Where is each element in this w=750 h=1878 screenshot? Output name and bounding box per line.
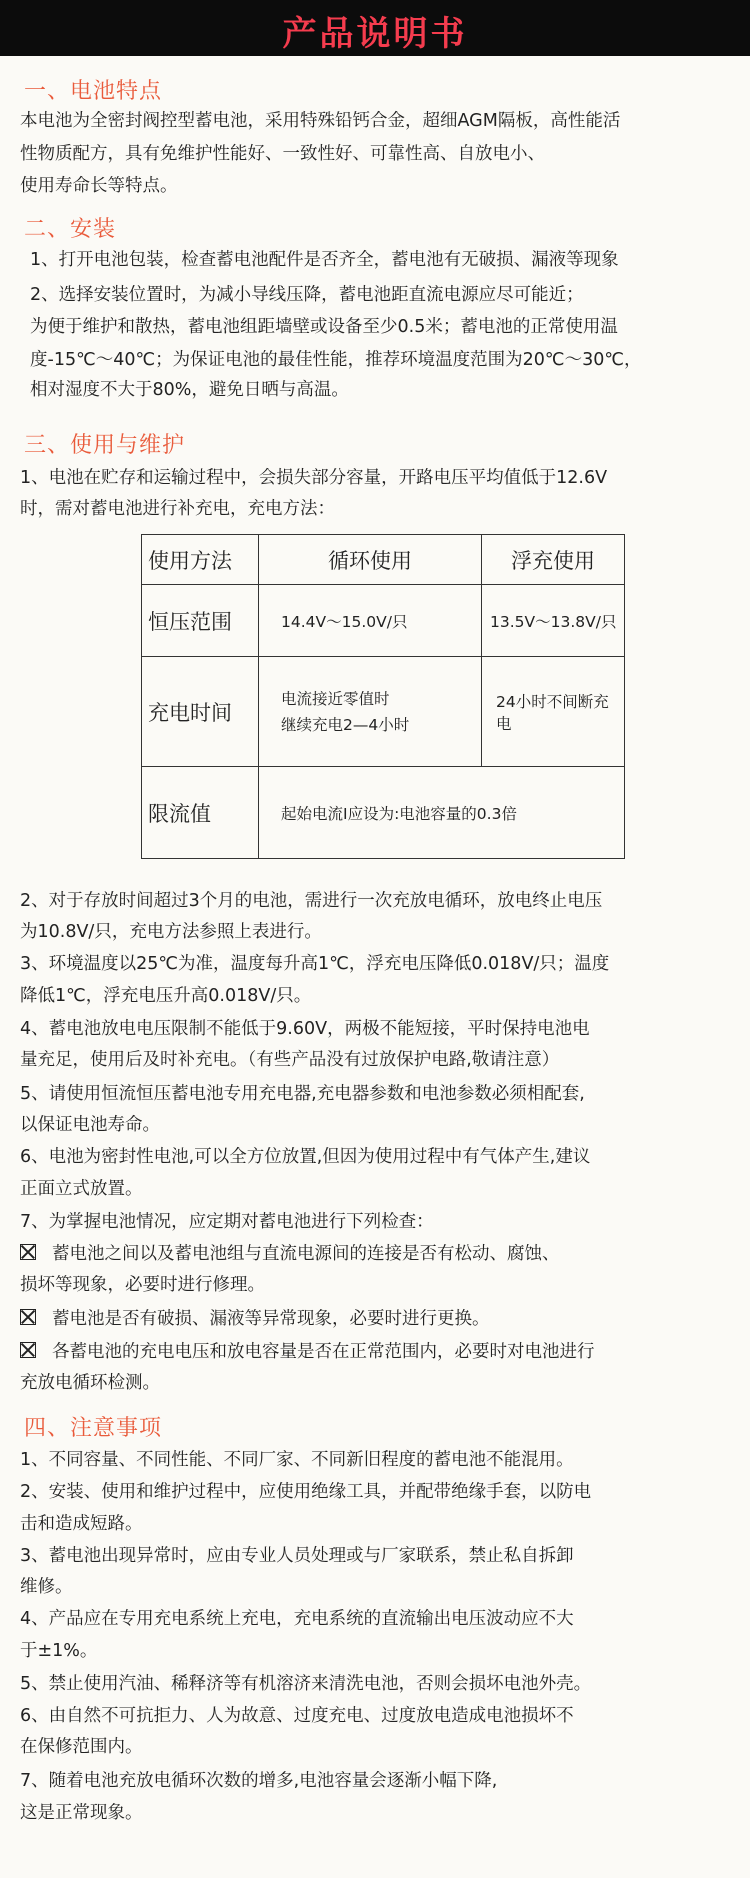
charging-spec-table [141, 534, 625, 859]
check-item [20, 1240, 560, 1265]
check-item [20, 1338, 595, 1363]
usage-line: 以保证电池寿命。 [20, 1115, 160, 1135]
section-title-usage: 三、使用与维护 [24, 433, 186, 458]
table-header-row [142, 535, 625, 585]
time-float-value: 24小时不间断充电 [482, 657, 625, 767]
usage-line: 降低1℃，浮充电压升高0.018V/只。 [20, 986, 312, 1006]
features-line: 本电池为全密封阀控型蓄电池，采用特殊铅钙合金，超细AGM隔板，高性能活 [20, 111, 621, 131]
voltage-cycle-value: 14.4V～15.0V/只 [259, 585, 482, 657]
time-cycle-cell [259, 657, 482, 767]
checkbox-x-icon [20, 1244, 36, 1260]
limit-value: 起始电流I应设为:电池容量的0.3倍 [259, 767, 625, 859]
table-row [142, 767, 625, 859]
table-row [142, 585, 625, 657]
notes-line: 2、安装、使用和维护过程中，应使用绝缘工具，并配带绝缘手套，以防电 [20, 1482, 592, 1502]
notes-line: 击和造成短路。 [20, 1514, 143, 1534]
row-label-limit: 限流值 [142, 767, 259, 859]
features-line: 性物质配方，具有免维护性能好、一致性好、可靠性高、自放电小、 [20, 144, 545, 164]
table-header-cell: 循环使用 [259, 535, 482, 585]
usage-line: 量充足，使用后及时补充电。（有些产品没有过放保护电路,敬请注意） [20, 1050, 560, 1070]
check-item [20, 1305, 490, 1330]
usage-intro-line: 1、电池在贮存和运输过程中，会损失部分容量，开路电压平均值低于12.6V [20, 468, 608, 488]
usage-line: 5、请使用恒流恒压蓄电池专用充电器,充电器参数和电池参数必须相配套, [20, 1084, 585, 1104]
notes-line: 7、随着电池充放电循环次数的增多,电池容量会逐渐小幅下降, [20, 1771, 498, 1791]
install-line: 2、选择安装位置时，为减小导线压降，蓄电池距直流电源应尽可能近； [30, 285, 584, 305]
install-line: 相对湿度不大于80%，避免日晒与高温。 [30, 380, 349, 400]
notes-line: 维修。 [20, 1577, 73, 1597]
install-line: 为便于维护和散热，蓄电池组距墙壁或设备至少0.5米；蓄电池的正常使用温 [30, 317, 618, 337]
check-item-text: 蓄电池之间以及蓄电池组与直流电源间的连接是否有松动、腐蚀、 [52, 1244, 560, 1264]
section-title-install: 二、安装 [24, 217, 117, 242]
usage-line: 6、电池为密封性电池,可以全方位放置,但因为使用过程中有气体产生,建议 [20, 1147, 591, 1167]
usage-line: 4、蓄电池放电电压限制不能低于9.60V，两极不能短接，平时保持电池电 [20, 1019, 590, 1039]
usage-line: 2、对于存放时间超过3个月的电池，需进行一次充放电循环，放电终止电压 [20, 891, 603, 911]
notes-line: 于±1%。 [20, 1641, 98, 1661]
check-item-text: 蓄电池是否有破损、漏液等异常现象，必要时进行更换。 [52, 1309, 490, 1329]
checkbox-x-icon [20, 1342, 36, 1358]
page-title: 产品说明书 [282, 14, 468, 54]
notes-line: 6、由自然不可抗拒力、人为故意、过度充电、过度放电造成电池损坏不 [20, 1706, 574, 1726]
notes-line: 1、不同容量、不同性能、不同厂家、不同新旧程度的蓄电池不能混用。 [20, 1450, 574, 1470]
usage-line: 3、环境温度以25℃为准，温度每升高1℃，浮充电压降低0.018V/只；温度 [20, 954, 610, 974]
install-line: 1、打开电池包装，检查蓄电池配件是否齐全，蓄电池有无破损、漏液等现象 [30, 250, 619, 270]
table-header-cell: 浮充使用 [482, 535, 625, 585]
check-item-continuation: 损坏等现象，必要时进行修理。 [20, 1275, 265, 1295]
check-item-continuation: 充放电循环检测。 [20, 1373, 160, 1393]
notes-line: 在保修范围内。 [20, 1737, 143, 1757]
row-label-time: 充电时间 [142, 657, 259, 767]
notes-line: 5、禁止使用汽油、稀释济等有机溶济来清洗电池，否则会损坏电池外壳。 [20, 1674, 592, 1694]
usage-line: 正面立式放置。 [20, 1179, 143, 1199]
row-label-voltage: 恒压范围 [142, 585, 259, 657]
section-title-features: 一、电池特点 [24, 79, 163, 104]
time-cycle-line: 继续充电2—4小时 [281, 715, 410, 734]
features-line: 使用寿命长等特点。 [20, 176, 178, 196]
section-title-notes: 四、注意事项 [24, 1416, 163, 1441]
notes-line: 这是正常现象。 [20, 1803, 143, 1823]
install-line: 度-15℃～40℃；为保证电池的最佳性能，推荐环境温度范围为20℃～30℃， [30, 350, 642, 370]
table-header-cell: 使用方法 [142, 535, 259, 585]
notes-line: 3、蓄电池出现异常时，应由专业人员处理或与厂家联系，禁止私自拆卸 [20, 1546, 574, 1566]
checkbox-x-icon [20, 1309, 36, 1325]
usage-line: 为10.8V/只，充电方法参照上表进行。 [20, 922, 322, 942]
notes-line: 4、产品应在专用充电系统上充电，充电系统的直流输出电压波动应不大 [20, 1609, 574, 1629]
table-row [142, 657, 625, 767]
time-cycle-line: 电流接近零值时 [281, 689, 390, 708]
check-item-text: 各蓄电池的充电电压和放电容量是否在正常范围内，必要时对电池进行 [52, 1342, 595, 1362]
usage-line: 7、为掌握电池情况，应定期对蓄电池进行下列检查： [20, 1212, 434, 1232]
usage-intro-line: 时，需对蓄电池进行补充电，充电方法： [20, 499, 335, 519]
voltage-float-value: 13.5V～13.8V/只 [482, 585, 625, 657]
page-header [0, 0, 750, 56]
